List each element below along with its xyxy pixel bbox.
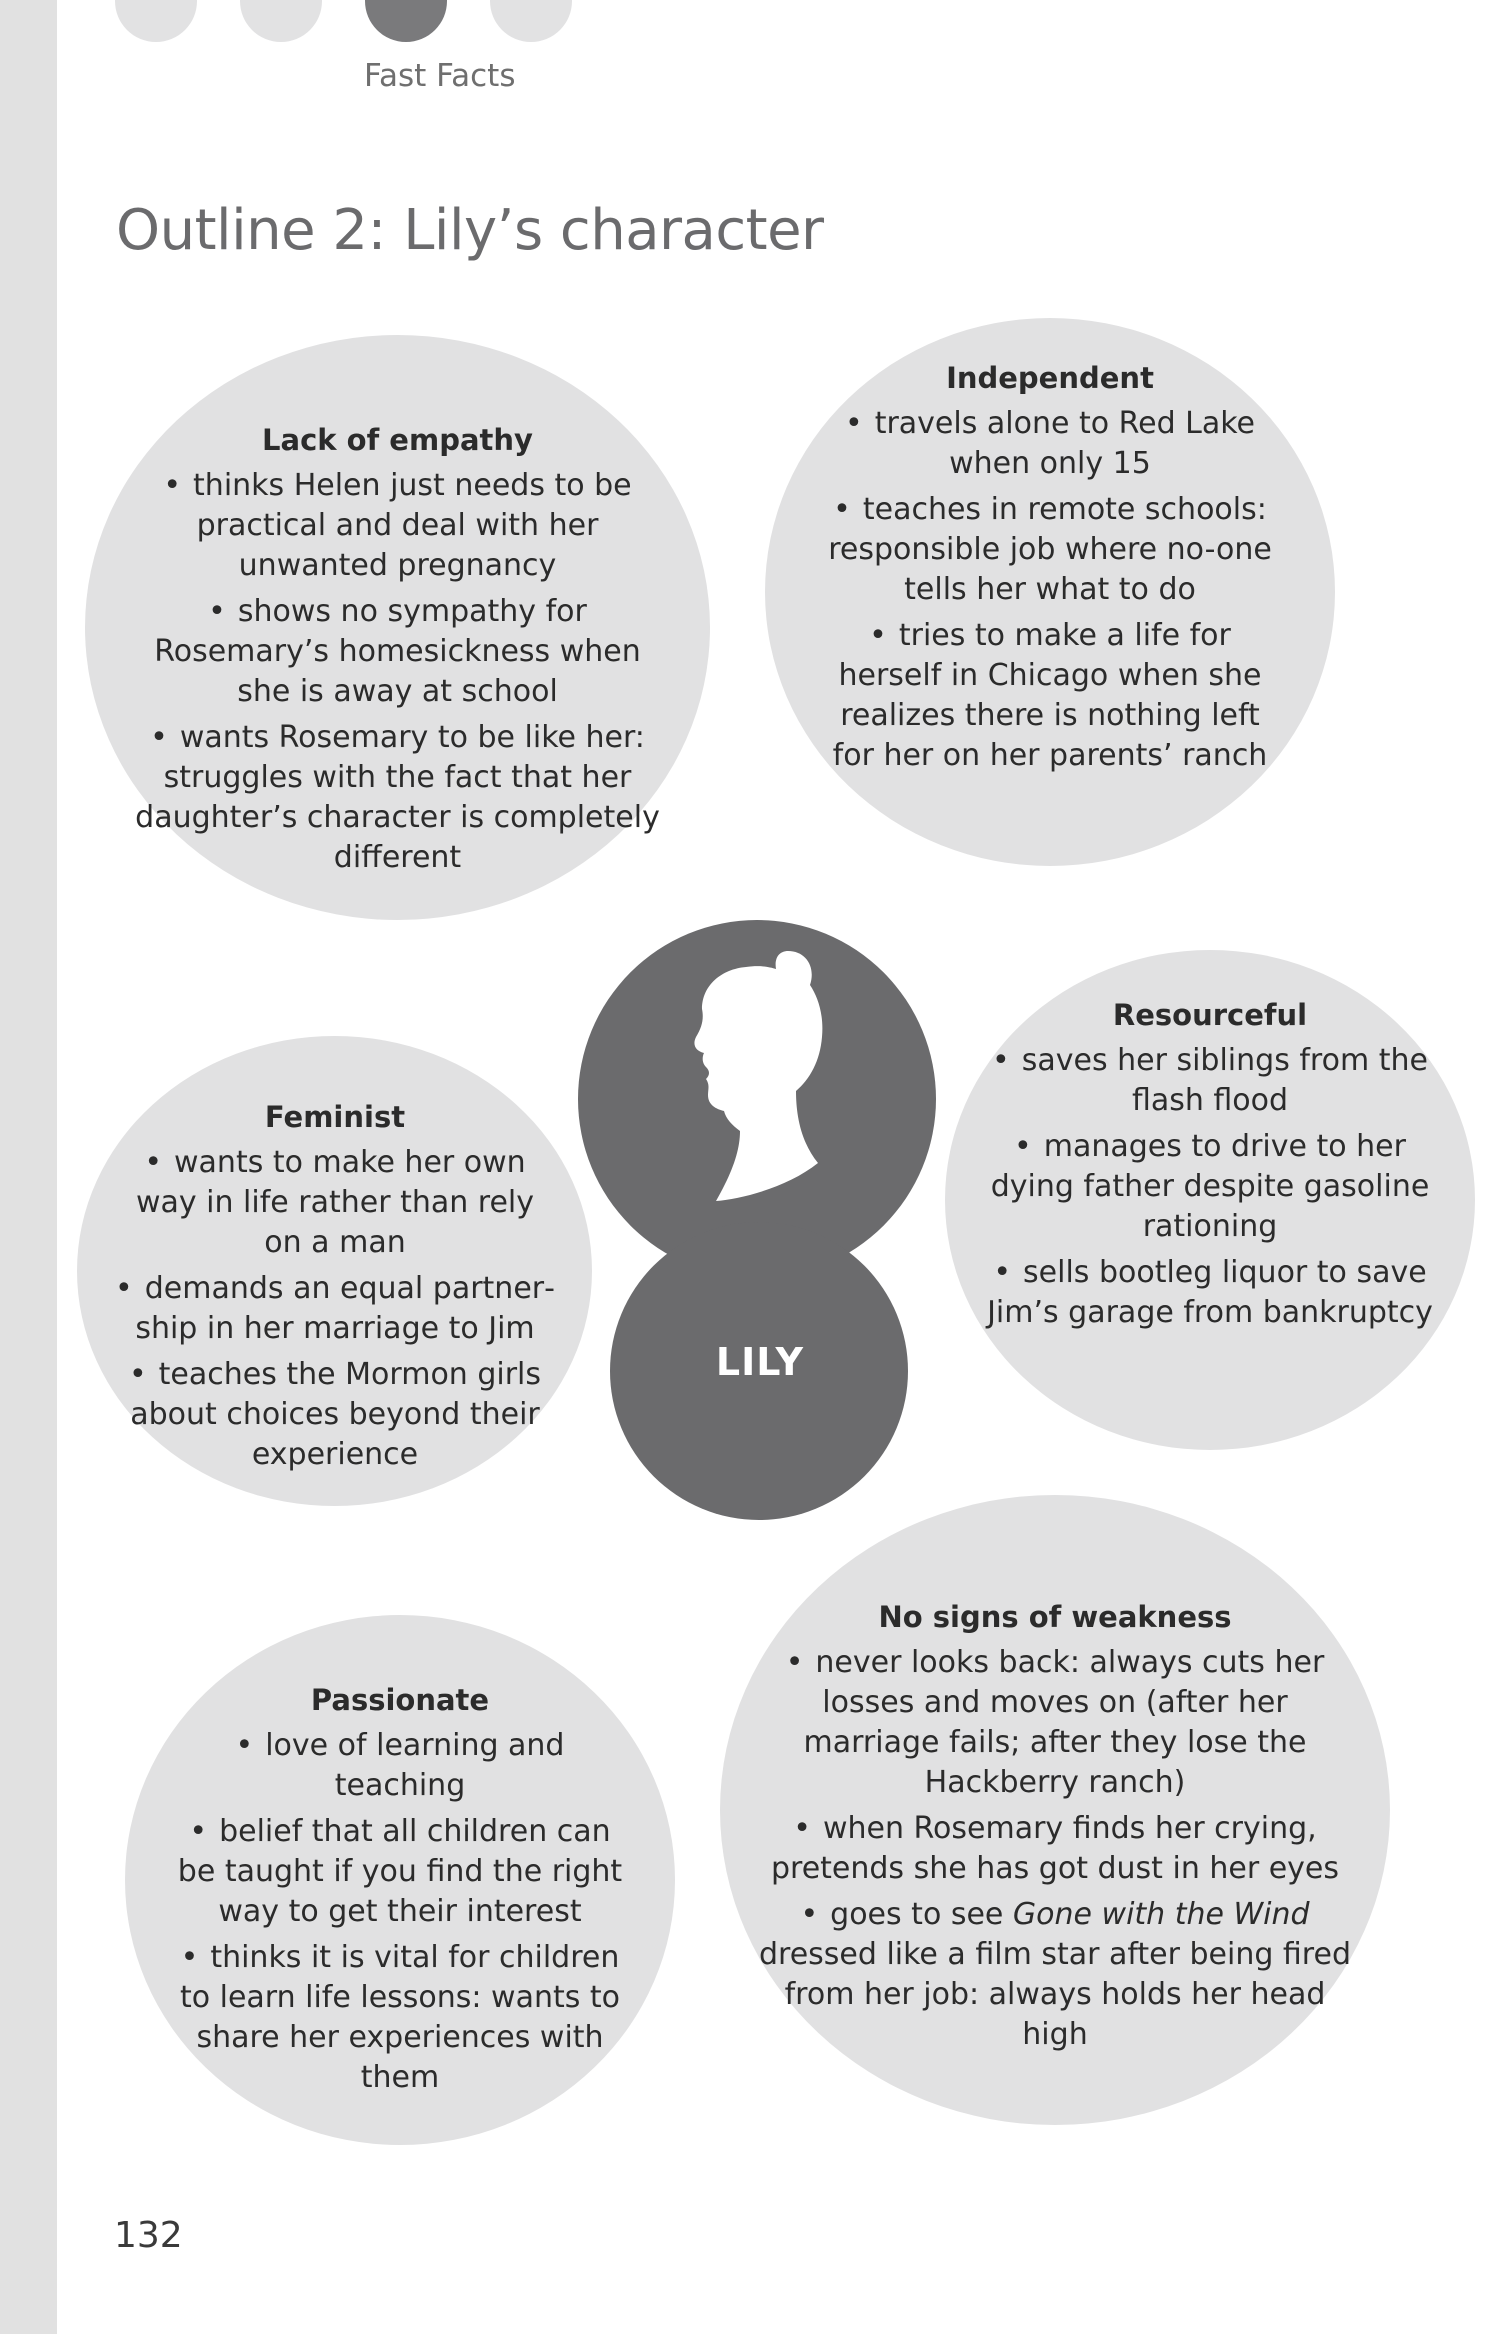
trait-point: • wants Rosemary to be like her: struggles with the fact that her daughter’s character is completely different (135, 718, 660, 878)
trait-points (135, 466, 660, 878)
trait-point: • teaches in remote schools: responsible job where no-one tells her what to do (815, 490, 1285, 610)
trait-point: • saves her siblings from the flash flood (985, 1041, 1435, 1121)
trait-point: • tries to make a life for herself in Chicago when she realizes there is nothing left for her on her parents’ ranch (815, 616, 1285, 776)
point-text: goes to see (830, 1897, 1013, 1932)
trait-point: • travels alone to Red Lake when only 15 (815, 404, 1285, 484)
trait-heading: No signs of weakness (878, 1600, 1232, 1634)
point-text: dressed like a film star after being fired from her job: always holds her head high (758, 1937, 1351, 2052)
trait-point: • belief that all children can be taught if you find the right way to get their interest (170, 1812, 630, 1932)
trait-points (815, 404, 1285, 776)
trait-passionate (170, 1680, 630, 2104)
trait-point: • love of learning and teaching (170, 1726, 630, 1806)
trait-point: • thinks it is vital for children to learn life lessons: wants to share her experiences with them (170, 1938, 630, 2098)
trait-empathy (135, 420, 660, 884)
page-title: Outline 2: Lily’s character (116, 198, 824, 263)
trait-heading: Lack of empathy (262, 423, 533, 457)
center-label: LILY (715, 1340, 805, 1384)
trait-points (115, 1143, 555, 1475)
trait-point: • when Rosemary finds her crying, pretends she has got dust in her eyes (755, 1809, 1355, 1889)
trait-point: • thinks Helen just needs to be practical and deal with her unwanted pregnancy (135, 466, 660, 586)
trait-point: • sells bootleg liquor to save Jim’s garage from bankruptcy (985, 1253, 1435, 1333)
side-strip (0, 0, 57, 2334)
trait-points (985, 1041, 1435, 1333)
trait-point: • teaches the Mormon girls about choices beyond their experience (115, 1355, 555, 1475)
trait-heading: Feminist (264, 1100, 406, 1134)
trait-point: • shows no sympathy for Rosemary’s homesickness when she is away at school (135, 592, 660, 712)
nav-dot-3-active[interactable] (365, 0, 447, 42)
trait-resourceful (985, 995, 1435, 1339)
trait-point: • demands an equal partnership in her marriage to Jim (115, 1269, 555, 1349)
trait-independent (815, 358, 1285, 782)
trait-points (755, 1643, 1355, 2055)
page-number: 132 (114, 2215, 183, 2256)
trait-points (170, 1726, 630, 2098)
trait-point: • never looks back: always cuts her losses and moves on (after her marriage fails; after they lose the Hackberry ranch) (755, 1643, 1355, 1803)
film-title: Gone with the Wind (1012, 1897, 1310, 1932)
trait-heading: Resourceful (1112, 998, 1308, 1032)
trait-heading: Passionate (310, 1683, 490, 1717)
trait-point: • manages to drive to her dying father despite gasoline rationing (985, 1127, 1435, 1247)
nav-dot-4[interactable] (490, 0, 572, 42)
trait-point (755, 1895, 1355, 2055)
nav-dot-2[interactable] (240, 0, 322, 42)
trait-feminist (115, 1097, 555, 1481)
woman-silhouette-icon (670, 945, 840, 1205)
trait-heading: Independent (946, 361, 1154, 395)
trait-weakness (755, 1597, 1355, 2061)
nav-dot-1[interactable] (115, 0, 197, 42)
section-label: Fast Facts (364, 58, 516, 94)
trait-point: • wants to make her own way in life rather than rely on a man (115, 1143, 555, 1263)
